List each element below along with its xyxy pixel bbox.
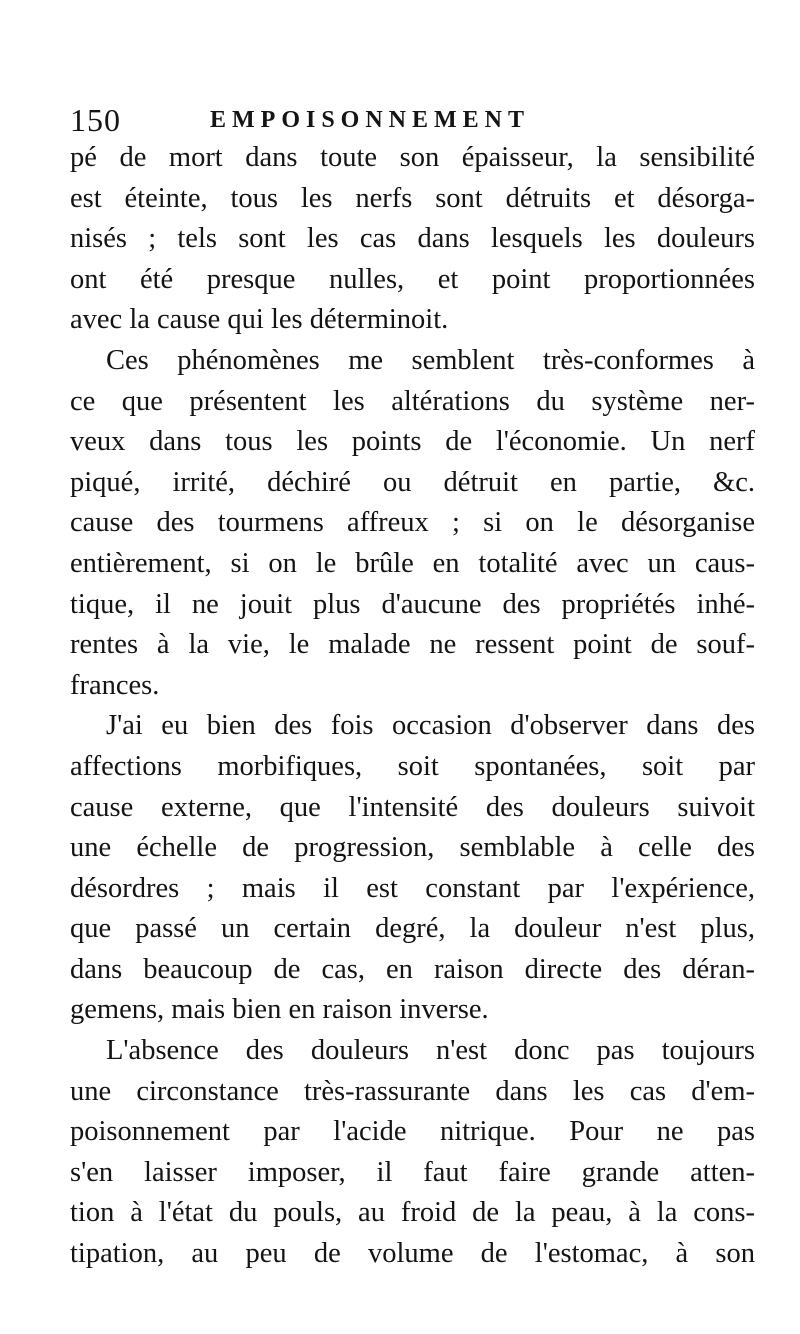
text-line: cause externe, que l'intensité des douleurs suivoit [70,791,755,823]
text-line: que passé un certain degré, la douleur n'est plus, [70,913,755,945]
text-line: J'ai eu bien des fois occasion d'observer dans des [106,710,755,742]
text-line: veux dans tous les points de l'économie. Un nerf [70,426,755,458]
text-line: tion à l'état du pouls, au froid de la peau, à la cons- [70,1197,755,1229]
text-line: ce que présentent les altérations du système ner- [70,385,755,417]
text-line: une circonstance très-rassurante dans les cas d'em- [70,1075,755,1107]
text-line: nisés ; tels sont les cas dans lesquels les douleurs [70,223,755,255]
text-line: L'absence des douleurs n'est donc pas toujours [106,1035,755,1067]
text-line: Ces phénomènes me semblent très-conformes à [106,344,755,376]
text-line: cause des tourmens affreux ; si on le désorganise [70,507,755,539]
text-line: tique, il ne jouit plus d'aucune des propriétés inhé- [70,588,755,620]
text-line: frances. [70,669,160,701]
text-line: poisonnement par l'acide nitrique. Pour ne pas [70,1116,755,1148]
text-line: est éteinte, tous les nerfs sont détruits et désorga- [70,182,755,214]
text-line: ont été presque nulles, et point proportionnées [70,263,755,295]
text-line: rentes à la vie, le malade ne ressent point de souf- [70,629,755,661]
text-line: pé de mort dans toute son épaisseur, la sensibilité [70,142,755,173]
text-line: s'en laisser imposer, il faut faire grande atten- [70,1156,755,1188]
page-number: 150 [70,102,121,138]
text-line: gemens, mais bien en raison inverse. [70,994,489,1026]
body-text [70,138,755,1275]
running-head: EMPOISONNEMENT [210,107,531,133]
text-line: avec la cause qui les déterminoit. [70,304,449,336]
text-line: piqué, irrité, déchiré ou détruit en partie, &c. [70,466,755,498]
text-line: désordres ; mais il est constant par l'expérience, [70,872,755,904]
text-line: tipation, au peu de volume de l'estomac, à son [70,1238,755,1270]
text-line: une échelle de progression, semblable à celle des [70,832,755,864]
text-line: dans beaucoup de cas, en raison directe des déran- [70,953,755,985]
page-header [70,100,750,140]
text-line: affections morbifiques, soit spontanées, soit par [70,750,755,782]
text-line: entièrement, si on le brûle en totalité avec un caus- [70,547,755,579]
